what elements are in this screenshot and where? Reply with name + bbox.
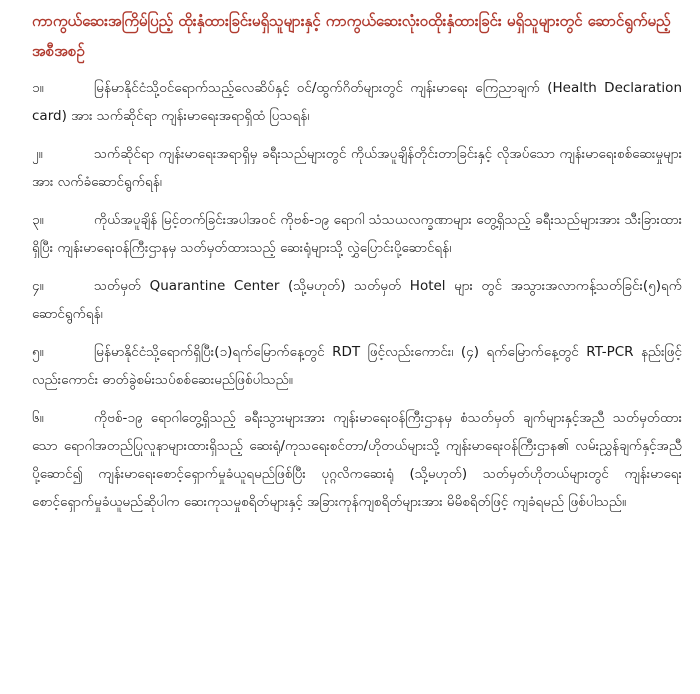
list-item xyxy=(32,404,682,516)
list-item xyxy=(32,74,682,130)
item-number: ၆။ xyxy=(32,410,44,426)
item-number: ၄။ xyxy=(32,278,44,294)
item-text: မြန်မာနိုင်ငံသို့ရောက်ရှိပြီး(၁)ရက်မြောက်နေ့တွင် RDT ဖြင့်လည်းကောင်း၊ (၄) ရက်မြောက်နေ့တွင် RT-PCR နည်းဖြင့်လည်းကောင်း ဓာတ်ခွဲစမ်းသပ်စစ်ဆေးမည်ဖြစ်ပါသည်။ xyxy=(32,344,682,388)
document-title: ကာကွယ်ဆေးအကြိမ်ပြည့် ထိုးနှံထားခြင်းမရှိသူများနှင့် ကာကွယ်ဆေးလုံးဝထိုးနှံထားခြင်း မရှိသူများတွင် ဆောင်ရွက်မည့်အစီအစဉ် xyxy=(32,12,671,60)
item-text: သတ်မှတ် Quarantine Center (သို့မဟုတ်) သတ်မှတ် Hotel များ တွင် အသွားအလာကန့်သတ်ခြင်း(၅)ရက် ဆောင်ရွက်ရန်၊ xyxy=(32,278,682,322)
list-item xyxy=(32,272,682,328)
item-number: ၂။ xyxy=(32,146,43,162)
item-text: မြန်မာနိုင်ငံသို့ဝင်ရောက်သည့်လေဆိပ်နှင့် ဝင်/ထွက်ဂိတ်များတွင် ကျန်းမာရေး ကြေညာချက် (Health Declaration card) အား သက်ဆိုင်ရာ ကျန်းမာရေးအရာရှိထံ ပြသရန်၊ xyxy=(32,80,682,124)
list-item xyxy=(32,338,682,394)
item-text: သက်ဆိုင်ရာ ကျန်းမာရေးအရာရှိမှ ခရီးသည်များတွင် ကိုယ်အပူချိန်တိုင်းတာခြင်းနှင့် လိုအပ်သော ကျန်းမာရေးစစ်ဆေးမှုများအား လက်ခံဆောင်ရွက်ရန်၊ xyxy=(32,146,682,190)
item-text: ကိုဗစ်-၁၉ ရောဂါတွေ့ရှိသည့် ခရီးသွားများအား ကျန်းမာရေးဝန်ကြီးဌာနမှ စံသတ်မှတ် ချက်များနှင့်အညီ သတ်မှတ်ထားသော ရောဂါအတည်ပြုလူနာများထားရှိသည့် ဆေးရုံ/ကုသရေးစင်တာ/ဟိုတယ်များသို့ ကျန်းမာရေးဝန်ကြီးဌာန၏ လမ်းညွှန်ချက်နှင့်အညီ ပို့ဆောင်၍ ကျန်းမာရေးစောင့်ရှောက်မှုခံယူရမည်ဖြစ်ပြီး ပုဂ္ဂလိကဆေးရုံ (သို့မဟုတ်) သတ်မှတ်ဟိုတယ်များတွင် ကျန်းမာရေးစောင့်ရှောက်မှုခံယူမည်ဆိုပါက ဆေးကုသမှုစရိတ်များနှင့် အခြားကုန်ကျစရိတ်များအား မိမိစရိတ်ဖြင့် ကျခံရမည် ဖြစ်ပါသည်။ xyxy=(32,410,682,510)
list-item xyxy=(32,206,682,262)
item-number: ၃။ xyxy=(32,212,44,228)
list-item xyxy=(32,140,682,196)
item-text: ကိုယ်အပူချိန် မြင့်တက်ခြင်းအပါအဝင် ကိုဗစ်-၁၉ ရောဂါ သံသယလက္ခဏာများ တွေ့ရှိသည့် ခရီးသည်များအား သီးခြားထားရှိပြီး ကျန်းမာရေးဝန်ကြီးဌာနမှ သတ်မှတ်ထားသည့် ဆေးရုံများသို့ လွှဲပြောင်းပို့ဆောင်ရန်၊ xyxy=(32,212,682,256)
item-number: ၁။ xyxy=(32,80,44,96)
item-number: ၅။ xyxy=(32,344,44,360)
